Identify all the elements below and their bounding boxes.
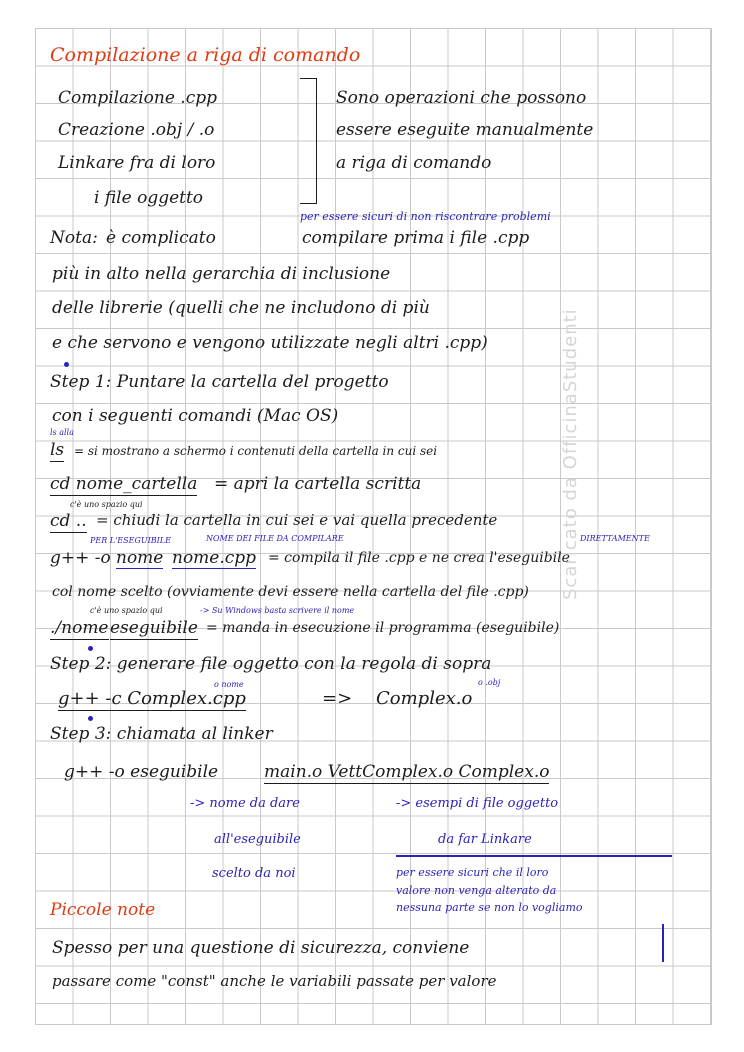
bracket-note: essere eseguite manualmente bbox=[336, 120, 594, 140]
intro-item: Creazione .obj / .o bbox=[58, 120, 215, 140]
step2-command: g++ -c Complex.cpp bbox=[58, 688, 246, 709]
run-note: -> Su Windows basta scrivere il nome bbox=[200, 606, 355, 615]
nota-line: più in alto nella gerarchia di inclusione bbox=[52, 264, 391, 284]
intro-item: Linkare fra di loro bbox=[58, 153, 216, 173]
watermark: Scaricato da OfficinaStudenti bbox=[560, 308, 581, 600]
arrow-line bbox=[662, 924, 664, 962]
nota-line: e che servono e vengono utilizzate negli altri .cpp) bbox=[52, 333, 488, 353]
step1-line: con i seguenti comandi (Mac OS) bbox=[52, 406, 339, 426]
nota-annotation: per essere sicuri di non riscontrare problemi bbox=[300, 210, 551, 223]
step3-left-note: -> nome da dare bbox=[190, 796, 300, 811]
nota-line: delle librerie (quelli che ne includono di più bbox=[52, 298, 430, 318]
step3-right-note: -> esempi di file oggetto bbox=[396, 796, 559, 811]
cd-command: cd nome_cartella bbox=[50, 474, 198, 494]
bracket-note: a riga di comando bbox=[336, 153, 492, 173]
side-note: nessuna parte se non lo vogliamo bbox=[396, 901, 583, 914]
note-line: Spesso per una questione di sicurezza, conviene bbox=[52, 938, 470, 958]
step-dot bbox=[64, 362, 69, 367]
side-note: per essere sicuri che il loro bbox=[396, 866, 549, 879]
step3-left-note: all'eseguibile bbox=[214, 832, 301, 847]
ls-desc: = si mostrano a schermo i contenuti della cartella in cui sei bbox=[74, 444, 438, 458]
intro-item: i file oggetto bbox=[94, 188, 204, 208]
note-line: passare come "const" anche le variabili passate per valore bbox=[52, 972, 497, 990]
gpp-desc: = compila il file .cpp e ne crea l'eseguibile bbox=[268, 550, 570, 566]
gpp-note: DIRETTAMENTE bbox=[580, 534, 650, 543]
cdup-note: c'è uno spazio qui bbox=[70, 500, 143, 509]
step3-title: Step 3: chiamata al linker bbox=[50, 724, 273, 744]
step3-command: g++ -o eseguibile bbox=[64, 762, 219, 782]
intro-item: Compilazione .cpp bbox=[58, 88, 217, 108]
step2-note: o nome bbox=[214, 680, 244, 689]
ls-note: ls alla bbox=[50, 428, 74, 437]
ls-command: ls bbox=[50, 440, 65, 460]
step2-result: Complex.o bbox=[376, 688, 473, 709]
cdup-desc: = chiudi la cartella in cui sei e vai quella precedente bbox=[96, 511, 498, 529]
divider bbox=[396, 855, 672, 857]
nota-line: compilare prima i file .cpp bbox=[302, 228, 530, 248]
cd-desc: = apri la cartella scritta bbox=[214, 474, 422, 494]
brace bbox=[300, 78, 317, 204]
step-dot bbox=[88, 646, 93, 651]
nota-label: Nota: bbox=[50, 228, 98, 248]
run-desc: = manda in esecuzione il programma (eseguibile) bbox=[206, 620, 560, 636]
bracket-note: Sono operazioni che possono bbox=[336, 88, 587, 108]
gpp-note: NOME DEI FILE DA COMPILARE bbox=[206, 534, 344, 543]
step3-right-note: da far Linkare bbox=[438, 832, 532, 847]
step-dot bbox=[88, 716, 93, 721]
run-executable: eseguibile bbox=[110, 618, 198, 638]
gpp-name: nome bbox=[116, 548, 164, 568]
cdup-command: cd .. bbox=[50, 511, 87, 531]
gpp-note: PER L'ESEGUIBILE bbox=[90, 536, 171, 545]
step3-left-note: scelto da noi bbox=[212, 866, 296, 881]
nota-text: è complicato bbox=[106, 228, 216, 248]
run-command: ./nome bbox=[50, 618, 109, 638]
step2-title: Step 2: generare file oggetto con la regola di sopra bbox=[50, 654, 492, 674]
section-title: Piccole note bbox=[50, 900, 156, 920]
gpp-command: g++ -o bbox=[50, 548, 111, 568]
gpp-desc-line2: col nome scelto (ovviamente devi essere nella cartella del file .cpp) bbox=[52, 584, 529, 600]
page-title: Compilazione a riga di comando bbox=[50, 44, 361, 66]
gpp-file: nome.cpp bbox=[172, 548, 257, 568]
run-note: c'è uno spazio qui bbox=[90, 606, 163, 615]
step1-title: Step 1: Puntare la cartella del progetto bbox=[50, 372, 389, 392]
step2-note: o .obj bbox=[478, 678, 501, 687]
step3-objects: main.o VettComplex.o Complex.o bbox=[264, 762, 550, 782]
side-note: valore non venga alterato da bbox=[396, 884, 557, 897]
arrow: => bbox=[322, 688, 353, 709]
